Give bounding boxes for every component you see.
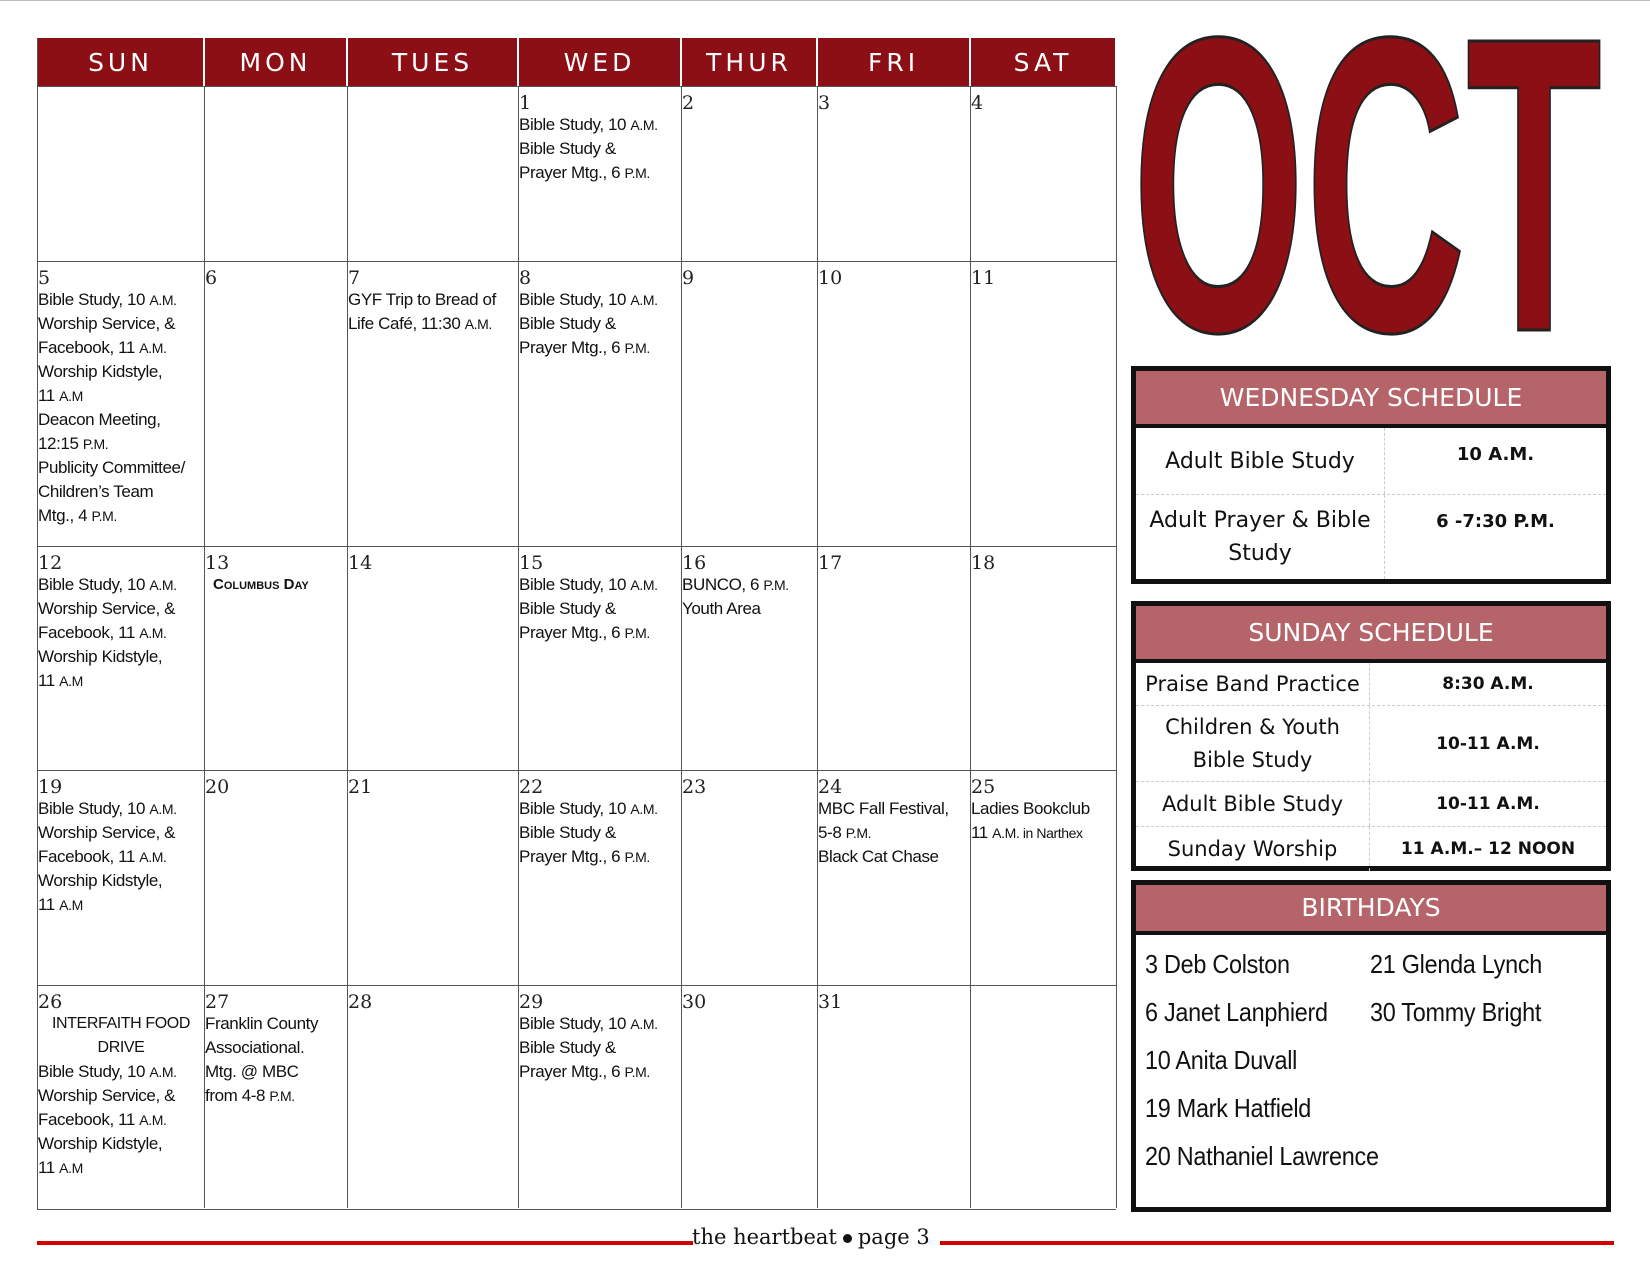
- month-title: [1120, 30, 1615, 360]
- day-number: 19: [38, 776, 63, 798]
- weekday-header: SUN: [38, 38, 205, 86]
- event-text: from 4-8: [205, 1086, 270, 1105]
- event-line: [205, 1060, 347, 1084]
- day-cell: [205, 770, 348, 985]
- event-text: GYF Trip to Bread of: [348, 290, 496, 309]
- day-cell: [205, 985, 348, 1208]
- footer-rule-right: [940, 1241, 1614, 1245]
- event-line: [205, 1036, 347, 1060]
- event-line: [38, 456, 204, 480]
- event-line: [38, 797, 204, 821]
- schedule-time: 10-11 A.M.: [1436, 794, 1540, 814]
- footer-page: page 3: [857, 1225, 930, 1249]
- schedule-activity: Sunday Worship: [1136, 827, 1370, 871]
- event-text: Prayer Mtg., 6: [519, 163, 625, 182]
- day-number: 4: [971, 92, 984, 114]
- event-line: [971, 821, 1116, 845]
- event-time-suffix: P.M.: [624, 1064, 650, 1080]
- event-text: Bible Study, 10: [38, 1062, 150, 1081]
- day-cell: [682, 985, 818, 1208]
- event-time-suffix: P.M.: [763, 577, 789, 593]
- day-cell: [519, 770, 682, 985]
- event-text: Bible Study, 10: [38, 799, 150, 818]
- event-line: [38, 1132, 204, 1156]
- day-number: 7: [348, 267, 361, 289]
- event-text: Franklin County: [205, 1014, 319, 1033]
- event-line: [519, 1036, 681, 1060]
- day-cell: [519, 985, 682, 1208]
- day-cell: [682, 261, 818, 546]
- day-number: 6: [205, 267, 218, 289]
- day-number: 3: [818, 92, 831, 114]
- month-title-text: OCT: [1132, 30, 1602, 360]
- event-line: [38, 645, 204, 669]
- day-number: 5: [38, 267, 51, 289]
- event-text: Worship Service, &: [38, 1086, 176, 1105]
- day-number: 25: [971, 776, 996, 798]
- event-text: Facebook, 11: [38, 847, 140, 866]
- weekday-header: THUR: [682, 38, 818, 86]
- wednesday-schedule-box: [1131, 366, 1611, 584]
- event-time-suffix: P.M.: [845, 825, 872, 841]
- footer-rule-left: [37, 1241, 693, 1245]
- month-title-graphic: [1120, 30, 1615, 360]
- day-cell: [971, 985, 1117, 1208]
- day-cell: [682, 86, 818, 261]
- day-cell: [519, 546, 682, 770]
- event-text: MBC Fall Festival,: [818, 799, 949, 818]
- event-line: [818, 797, 970, 821]
- event-line: [519, 573, 681, 597]
- event-line: [519, 597, 681, 621]
- event-text: Associational.: [205, 1038, 305, 1057]
- event-line: [38, 845, 204, 869]
- event-text: Bible Study, 10: [38, 290, 150, 309]
- event-text: Worship Kidstyle,: [38, 871, 163, 890]
- event-text: 11: [38, 1158, 60, 1177]
- day-cell: [38, 261, 205, 546]
- day-cell: [971, 261, 1117, 546]
- day-cell: [818, 770, 971, 985]
- birthdays-box: [1131, 880, 1611, 1212]
- event-text: Bible Study, 10: [38, 575, 150, 594]
- sunday-schedule-box: [1131, 601, 1611, 871]
- schedule-time: 10 A.M.: [1456, 444, 1535, 465]
- event-text: Facebook, 11: [38, 338, 140, 357]
- event-line: [519, 113, 681, 137]
- day-cell: [348, 770, 519, 985]
- event-text: Ladies Bookclub: [971, 799, 1090, 818]
- event-line: [38, 1060, 204, 1084]
- event-line: [519, 137, 681, 161]
- event-time-suffix: P.M.: [624, 625, 650, 641]
- event-time-suffix: A.M.: [139, 1112, 167, 1128]
- event-time-suffix: A.M.: [630, 292, 658, 308]
- birthday-entry: 20 Nathaniel Lawrence: [1145, 1141, 1379, 1171]
- event-line: [205, 1012, 347, 1036]
- event-line: [519, 845, 681, 869]
- event-text: Black Cat Chase: [818, 847, 939, 866]
- event-time-suffix: A.M: [59, 673, 83, 689]
- event-time-suffix: A.M.: [149, 1064, 177, 1080]
- event-line: [38, 432, 204, 456]
- event-line: [519, 1012, 681, 1036]
- day-number: 28: [348, 991, 373, 1013]
- event-line: [38, 893, 204, 917]
- day-number: 14: [348, 552, 373, 574]
- event-banner: INTERFAITH FOOD: [51, 1015, 190, 1032]
- event-line: [519, 797, 681, 821]
- event-text: Worship Kidstyle,: [38, 362, 163, 381]
- event-text: Prayer Mtg., 6: [519, 1062, 625, 1081]
- event-line: [38, 869, 204, 893]
- event-text: Bible Study &: [519, 1038, 616, 1057]
- event-text: Mtg. @ MBC: [205, 1062, 299, 1081]
- day-cell: [38, 546, 205, 770]
- event-line: [38, 408, 204, 432]
- day-cell: [205, 261, 348, 546]
- event-time-suffix: A.M: [59, 1160, 83, 1176]
- event-line: [348, 288, 518, 312]
- event-time-suffix: A.M: [59, 897, 83, 913]
- sunday-schedule-title: SUNDAY SCHEDULE: [1136, 606, 1606, 663]
- event-line: [38, 669, 204, 693]
- event-time-suffix: A.M.: [139, 849, 167, 865]
- day-number: 17: [818, 552, 843, 574]
- day-cell: [519, 261, 682, 546]
- event-text: 11: [971, 823, 993, 842]
- weekday-header: FRI: [818, 38, 971, 86]
- day-cell: [818, 985, 971, 1208]
- day-number: 27: [205, 991, 230, 1013]
- event-time-suffix: A.M.: [139, 625, 167, 641]
- birthdays-list: [1136, 935, 1606, 1205]
- event-time-suffix: P.M.: [624, 849, 650, 865]
- event-line: [519, 336, 681, 360]
- wednesday-schedule-title: WEDNESDAY SCHEDULE: [1136, 371, 1606, 428]
- event-line: [38, 1156, 204, 1180]
- day-cell: [818, 261, 971, 546]
- event-time-suffix: A.M: [59, 388, 83, 404]
- day-number: 22: [519, 776, 544, 798]
- day-number: 31: [818, 991, 843, 1013]
- event-line: [38, 336, 204, 360]
- event-line: [38, 1084, 204, 1108]
- birthday-entry: 10 Anita Duvall: [1145, 1045, 1298, 1075]
- day-number: 16: [682, 552, 707, 574]
- day-number: 15: [519, 552, 544, 574]
- schedule-row: [1136, 782, 1606, 827]
- event-time-suffix: A.M.: [149, 292, 177, 308]
- day-number: 26: [38, 991, 63, 1013]
- event-time-suffix: P.M.: [624, 165, 650, 181]
- day-cell: [38, 985, 205, 1208]
- event-time-suffix: P.M.: [91, 508, 117, 524]
- event-text: Bible Study &: [519, 823, 616, 842]
- event-line: [38, 621, 204, 645]
- event-text: Bible Study, 10: [519, 1014, 631, 1033]
- day-cell: [348, 261, 519, 546]
- event-line: [38, 1108, 204, 1132]
- day-number: 11: [971, 267, 996, 289]
- day-cell: [348, 985, 519, 1208]
- event-time-suffix: P.M.: [82, 436, 109, 452]
- event-time-suffix: A.M.: [630, 1016, 658, 1032]
- schedule-row: [1136, 663, 1606, 706]
- event-text: Mtg., 4: [38, 506, 92, 525]
- event-line: [971, 797, 1116, 821]
- weekday-header: MON: [205, 38, 348, 86]
- event-text: 11: [38, 671, 60, 690]
- day-number: 1: [519, 92, 532, 114]
- day-cell: [818, 546, 971, 770]
- footer-publication: the heartbeat: [692, 1225, 837, 1249]
- day-number: 9: [682, 267, 695, 289]
- event-line: [519, 1060, 681, 1084]
- event-text: Worship Service, &: [38, 314, 176, 333]
- day-number: 10: [818, 267, 843, 289]
- event-text: Youth Area: [682, 599, 761, 618]
- day-number: 21: [348, 776, 373, 798]
- event-line: [682, 597, 817, 621]
- event-time-suffix: A.M.: [630, 801, 658, 817]
- birthday-entry: 21 Glenda Lynch: [1370, 949, 1543, 979]
- day-cell: [519, 86, 682, 261]
- event-line: [348, 312, 518, 336]
- event-text: 11: [38, 386, 60, 405]
- event-text: Publicity Committee/: [38, 458, 185, 477]
- event-line: [519, 288, 681, 312]
- event-text: Deacon Meeting,: [38, 410, 161, 429]
- event-line: [519, 312, 681, 336]
- event-text: Prayer Mtg., 6: [519, 338, 625, 357]
- schedule-row: [1136, 706, 1606, 782]
- event-text: Bible Study &: [519, 599, 616, 618]
- event-text: Bible Study &: [519, 139, 616, 158]
- birthday-entry: 30 Tommy Bright: [1370, 997, 1542, 1027]
- day-number: 18: [971, 552, 996, 574]
- day-cell: [38, 86, 205, 261]
- day-number: 2: [682, 92, 695, 114]
- day-cell: [682, 770, 818, 985]
- birthday-entry: 19 Mark Hatfield: [1145, 1093, 1312, 1123]
- event-time-suffix: A.M.: [149, 577, 177, 593]
- event-line: [38, 480, 204, 504]
- page-footer: [692, 1225, 930, 1249]
- birthday-entry: 3 Deb Colston: [1145, 949, 1290, 979]
- day-cell: [348, 546, 519, 770]
- schedule-time: 6 -7:30 P.M.: [1436, 511, 1555, 532]
- event-time-suffix: P.M.: [624, 340, 650, 356]
- schedule-activity: Adult Bible Study: [1136, 428, 1385, 494]
- day-number: 8: [519, 267, 532, 289]
- schedule-time: 11 A.M.– 12 NOON: [1400, 839, 1576, 859]
- holiday-label: Columbus Day: [213, 576, 309, 593]
- day-cell: [971, 86, 1117, 261]
- event-line: [519, 821, 681, 845]
- event-text: Worship Service, &: [38, 599, 176, 618]
- event-text: Bible Study, 10: [519, 575, 631, 594]
- schedule-activity: Adult Prayer & Bible Study: [1136, 495, 1385, 579]
- event-time-suffix: A.M.: [630, 117, 658, 133]
- day-number: 29: [519, 991, 544, 1013]
- day-cell: [205, 546, 348, 770]
- event-time-suffix: A.M.: [630, 577, 658, 593]
- event-text: Worship Kidstyle,: [38, 1134, 163, 1153]
- day-number: 13: [205, 552, 230, 574]
- day-cell: [205, 86, 348, 261]
- schedule-row: [1136, 428, 1606, 495]
- day-number: 12: [38, 552, 63, 574]
- schedule-time: 8:30 A.M.: [1442, 674, 1534, 694]
- event-text: 12:15: [38, 434, 83, 453]
- weekday-header: TUES: [348, 38, 519, 86]
- event-line: [38, 504, 204, 528]
- day-number: 20: [205, 776, 230, 798]
- event-text: BUNCO, 6: [682, 575, 764, 594]
- event-time-suffix: P.M.: [269, 1088, 295, 1104]
- bullet-icon: [843, 1234, 852, 1243]
- event-line: [38, 360, 204, 384]
- event-text: Facebook, 11: [38, 623, 140, 642]
- event-text: 5-8: [818, 823, 846, 842]
- event-text: Bible Study, 10: [519, 799, 631, 818]
- day-cell: [348, 86, 519, 261]
- day-cell: [818, 86, 971, 261]
- event-text: Prayer Mtg., 6: [519, 623, 625, 642]
- event-text: Worship Kidstyle,: [38, 647, 163, 666]
- calendar-grid: [37, 38, 1116, 1210]
- schedule-activity: Praise Band Practice: [1136, 663, 1370, 705]
- day-cell: [971, 770, 1117, 985]
- event-line: [38, 312, 204, 336]
- day-number: 30: [682, 991, 707, 1013]
- event-text: Facebook, 11: [38, 1110, 140, 1129]
- event-line: [38, 573, 204, 597]
- day-cell: [971, 546, 1117, 770]
- event-text: 11: [38, 895, 60, 914]
- event-time-suffix: A.M.: [464, 316, 492, 332]
- day-cell: [682, 546, 818, 770]
- event-line: [818, 821, 970, 845]
- event-line: [205, 1084, 347, 1108]
- event-text: Bible Study &: [519, 314, 616, 333]
- event-line: [818, 845, 970, 869]
- schedule-row: [1136, 827, 1606, 871]
- schedule-activity: Adult Bible Study: [1136, 782, 1370, 826]
- event-text: Bible Study, 10: [519, 290, 631, 309]
- event-line: [38, 821, 204, 845]
- schedule-time: 10-11 A.M.: [1436, 733, 1540, 754]
- day-number: 23: [682, 776, 707, 798]
- birthdays-title: BIRTHDAYS: [1136, 885, 1606, 935]
- event-line: [38, 288, 204, 312]
- event-time-suffix: A.M.: [139, 340, 167, 356]
- birthday-entry: 6 Janet Lanphierd: [1145, 997, 1328, 1027]
- top-rule: [0, 0, 1650, 1]
- event-text: Worship Service, &: [38, 823, 176, 842]
- event-time-suffix: A.M.: [149, 801, 177, 817]
- event-text: Life Café, 11:30: [348, 314, 465, 333]
- event-line: [38, 384, 204, 408]
- day-number: 24: [818, 776, 843, 798]
- day-cell: [38, 770, 205, 985]
- event-line: [38, 597, 204, 621]
- event-text: Bible Study, 10: [519, 115, 631, 134]
- event-text: Prayer Mtg., 6: [519, 847, 625, 866]
- weekday-header: SAT: [971, 38, 1117, 86]
- weekday-header: WED: [519, 38, 682, 86]
- event-line: [682, 573, 817, 597]
- event-line: [519, 621, 681, 645]
- event-line: [519, 161, 681, 185]
- event-banner: DRIVE: [97, 1039, 145, 1056]
- event-time-suffix: A.M. in Narthex: [992, 825, 1083, 841]
- schedule-row: [1136, 495, 1606, 579]
- event-text: Children’s Team: [38, 482, 154, 501]
- schedule-activity: Children & Youth Bible Study: [1136, 706, 1370, 781]
